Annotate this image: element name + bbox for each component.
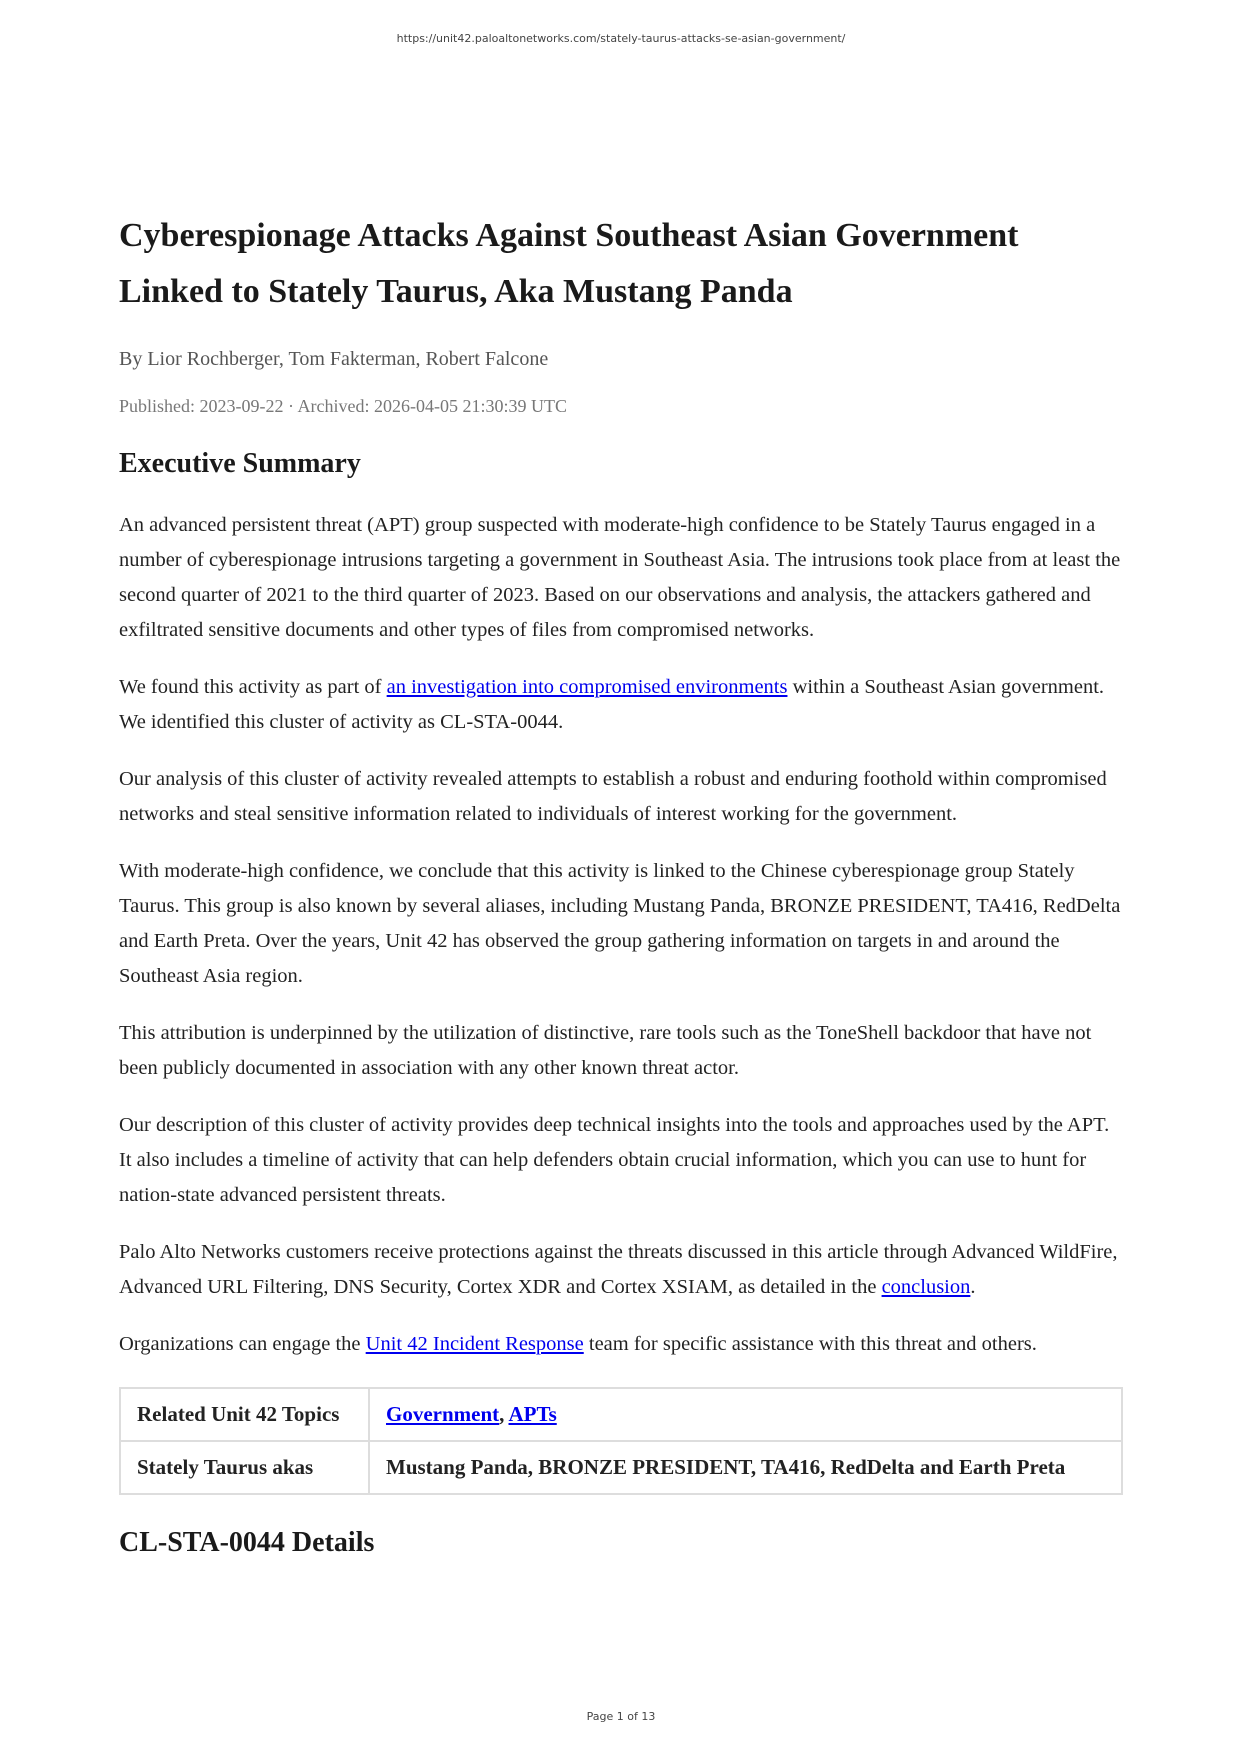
table-row <box>120 1441 1122 1494</box>
executive-summary-heading: Executive Summary <box>119 448 361 479</box>
conclusion-link[interactable]: conclusion <box>881 1276 971 1298</box>
summary-paragraph-3: Our analysis of this cluster of activity revealed attempts to establish a robust and enduring foothold within compromised networks and steal sensitive information related to individuals of interest working for the government. <box>119 768 1107 825</box>
related-topics-label: Related Unit 42 Topics <box>120 1388 369 1441</box>
details-heading: CL-STA-0044 Details <box>119 1527 375 1558</box>
government-topic-link[interactable]: Government <box>386 1402 500 1426</box>
incident-response-link[interactable]: Unit 42 Incident Response <box>365 1333 584 1355</box>
page-url-header: https://unit42.paloaltonetworks.com/stately-taurus-attacks-se-asian-government/ <box>396 32 846 45</box>
akas-label: Stately Taurus akas <box>120 1441 369 1494</box>
summary-paragraph-2-text-a: We found this activity as part of <box>119 676 387 698</box>
apts-topic-link[interactable]: APTs <box>508 1402 557 1426</box>
table-row <box>120 1388 1122 1441</box>
investigation-link[interactable]: an investigation into compromised environments <box>386 676 788 698</box>
topic-separator: , <box>499 1402 509 1426</box>
article-body <box>119 208 1123 1561</box>
summary-paragraph-1: An advanced persistent threat (APT) group suspected with moderate-high confidence to be Stately Taurus engaged in a number of cyberespionage intrusions targeting a government in Southeast Asia. The intrusions took place from at least the second quarter of 2021 to the third quarter of 2023. Based on our observations and analysis, the attackers gathered and exfiltrated sensitive documents and other types of files from compromised networks. <box>119 514 1121 641</box>
summary-paragraph-7-text-b: . <box>970 1276 976 1298</box>
summary-paragraph-5: This attribution is underpinned by the utilization of distinctive, rare tools such as the ToneShell backdoor that have not been publicly documented in association with any other known threat actor. <box>119 1022 1092 1079</box>
related-topics-value <box>369 1388 1122 1441</box>
summary-paragraph-7-text-a: Palo Alto Networks customers receive protections against the threats discussed in this article through Advanced WildFire, Advanced URL Filtering, DNS Security, Cortex XDR and Cortex XSIAM, as detailed in the <box>119 1241 1118 1298</box>
summary-paragraph-2 <box>119 670 1123 740</box>
article-title: Cyberespionage Attacks Against Southeast Asian Government Linked to Stately Taurus, Aka Mustang Panda <box>119 217 1019 310</box>
akas-value: Mustang Panda, BRONZE PRESIDENT, TA416, RedDelta and Earth Preta <box>369 1441 1122 1494</box>
article-meta: Published: 2023-09-22 · Archived: 2026-04-05 21:30:39 UTC <box>119 396 567 416</box>
summary-paragraph-8-text-b: team for specific assistance with this threat and others. <box>583 1333 1037 1355</box>
article-byline: By Lior Rochberger, Tom Fakterman, Robert Falcone <box>119 348 549 370</box>
summary-paragraph-6: Our description of this cluster of activity provides deep technical insights into the tools and approaches used by the APT. It also includes a timeline of activity that can help defenders obtain crucial information, which you can use to hunt for nation-state advanced persistent threats. <box>119 1114 1110 1206</box>
summary-paragraph-4: With moderate-high confidence, we conclude that this activity is linked to the Chinese cyberespionage group Stately Taurus. This group is also known by several aliases, including Mustang Panda, BRONZE PRESIDENT, TA416, RedDelta and Earth Preta. Over the years, Unit 42 has observed the group gathering information on targets in and around the Southeast Asia region. <box>119 860 1121 987</box>
summary-paragraph-7 <box>119 1235 1123 1305</box>
summary-paragraph-2-text-b: within a Southeast Asian government. We identified this cluster of activity as CL-STA-0044. <box>119 676 1105 733</box>
topics-table <box>119 1387 1123 1495</box>
summary-paragraph-8-text-a: Organizations can engage the <box>119 1333 366 1355</box>
page-number: Page 1 of 13 <box>586 1710 656 1723</box>
summary-paragraph-8 <box>119 1327 1123 1362</box>
